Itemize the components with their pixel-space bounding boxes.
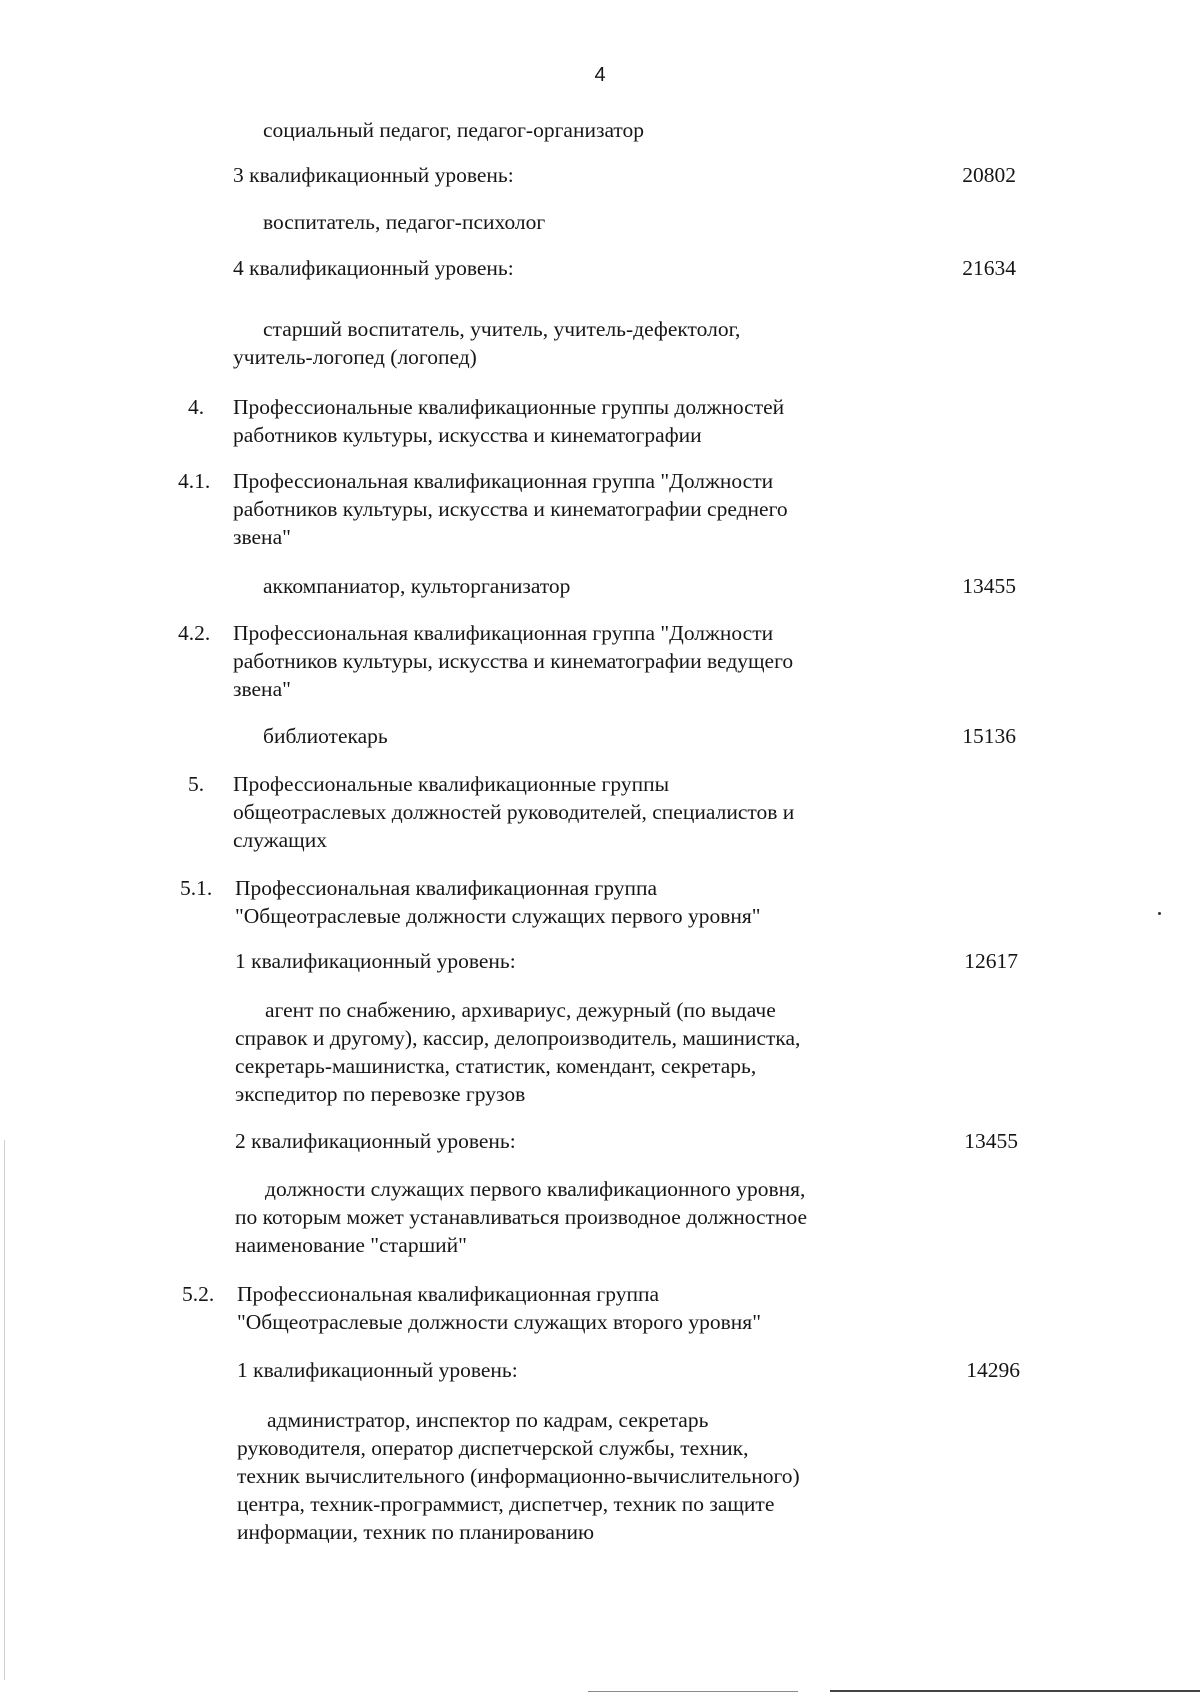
- text-line: 3 квалификационный уровень:: [233, 163, 514, 187]
- section-number: 4.1.: [178, 469, 211, 493]
- text-line: "Общеотраслевые должности служащих первого уровня": [235, 904, 761, 928]
- text-line: воспитатель, педагог-психолог: [263, 210, 546, 234]
- text-line: 2 квалификационный уровень:: [235, 1129, 516, 1153]
- qualification-level: [233, 254, 514, 282]
- position-list: [263, 722, 388, 750]
- text-line: Профессиональная квалификационная группа "Должности: [233, 621, 774, 645]
- position-list: [263, 572, 570, 600]
- text-line: Профессиональная квалификационная группа: [235, 876, 658, 900]
- position-list: [237, 1406, 800, 1546]
- text-line: администратор, инспектор по кадрам, секретарь: [267, 1408, 709, 1432]
- text-line: агент по снабжению, архивариус, дежурный (по выдаче: [265, 998, 776, 1022]
- text-line: социальный педагог, педагог-организатор: [263, 118, 645, 142]
- section-number: 5.: [188, 772, 205, 796]
- text-line: 1 квалификационный уровень:: [235, 949, 516, 973]
- salary-value: 15136: [962, 724, 1016, 748]
- salary-value: 14296: [966, 1358, 1020, 1382]
- text-line: секретарь-машинистка, статистик, комендант, секретарь,: [235, 1054, 757, 1078]
- text-line: Профессиональные квалификационные группы: [233, 772, 670, 796]
- text-line: служащих: [233, 828, 327, 852]
- group-title: [233, 619, 793, 703]
- text-line: центра, техник-программист, диспетчер, техник по защите: [237, 1492, 775, 1516]
- group-title: [233, 467, 788, 551]
- text-line: Профессиональная квалификационная группа: [237, 1282, 660, 1306]
- text-line: звена": [233, 525, 291, 549]
- group-title: [235, 874, 761, 930]
- text-line: "Общеотраслевые должности служащих второго уровня": [237, 1310, 761, 1334]
- group-title: [237, 1280, 761, 1336]
- text-line: должности служащих первого квалификационного уровня,: [265, 1177, 806, 1201]
- scan-margin-line: [4, 1140, 5, 1680]
- qualification-level: [235, 947, 516, 975]
- text-line: информации, техник по планированию: [237, 1520, 595, 1544]
- salary-value: 21634: [962, 256, 1016, 280]
- text-line: общеотраслевых должностей руководителей, специалистов и: [233, 800, 795, 824]
- text-line: работников культуры, искусства и кинематографии: [233, 423, 702, 447]
- text-line: аккомпаниатор, культорганизатор: [263, 574, 571, 598]
- text-line: учитель-логопед (логопед): [233, 345, 477, 369]
- qualification-level: [235, 1127, 516, 1155]
- text-line: звена": [233, 677, 291, 701]
- qualification-level: [233, 161, 514, 189]
- salary-value: 20802: [962, 163, 1016, 187]
- section-title: [233, 393, 784, 449]
- salary-value: 13455: [962, 574, 1016, 598]
- text-line: наименование "старший": [235, 1233, 467, 1257]
- text-line: работников культуры, искусства и кинематографии среднего: [233, 497, 788, 521]
- text-line: Профессиональная квалификационная группа "Должности: [233, 469, 774, 493]
- salary-value: 12617: [964, 949, 1018, 973]
- position-list: [235, 996, 800, 1108]
- section-number: 5.1.: [180, 876, 213, 900]
- scan-bottom-line: [830, 1690, 1200, 1692]
- text-line: руководителя, оператор диспетчерской службы, техник,: [237, 1436, 749, 1460]
- text-line: 4 квалификационный уровень:: [233, 256, 514, 280]
- salary-value: 13455: [964, 1129, 1018, 1153]
- section-number: 4.: [188, 395, 205, 419]
- position-list: [263, 208, 545, 236]
- section-title: [233, 770, 794, 854]
- text-line: старший воспитатель, учитель, учитель-дефектолог,: [263, 317, 741, 341]
- text-line: библиотекарь: [263, 724, 388, 748]
- section-number: 4.2.: [178, 621, 211, 645]
- scan-speck: [1158, 912, 1161, 915]
- scan-bottom-line: [588, 1691, 798, 1692]
- text-line: по которым может устанавливаться производное должностное: [235, 1205, 807, 1229]
- text-line: Профессиональные квалификационные группы должностей: [233, 395, 785, 419]
- position-list: [233, 315, 740, 371]
- text-line: техник вычислительного (информационно-вычислительного): [237, 1464, 800, 1488]
- qualification-level: [237, 1356, 518, 1384]
- text-line: 1 квалификационный уровень:: [237, 1358, 518, 1382]
- section-number: 5.2.: [182, 1282, 215, 1306]
- position-list: [263, 116, 644, 144]
- position-list: [235, 1175, 807, 1259]
- page-number: 4: [594, 64, 606, 86]
- text-line: справок и другому), кассир, делопроизводитель, машинистка,: [235, 1026, 801, 1050]
- text-line: работников культуры, искусства и кинематографии ведущего: [233, 649, 794, 673]
- text-line: экспедитор по перевозке грузов: [235, 1082, 526, 1106]
